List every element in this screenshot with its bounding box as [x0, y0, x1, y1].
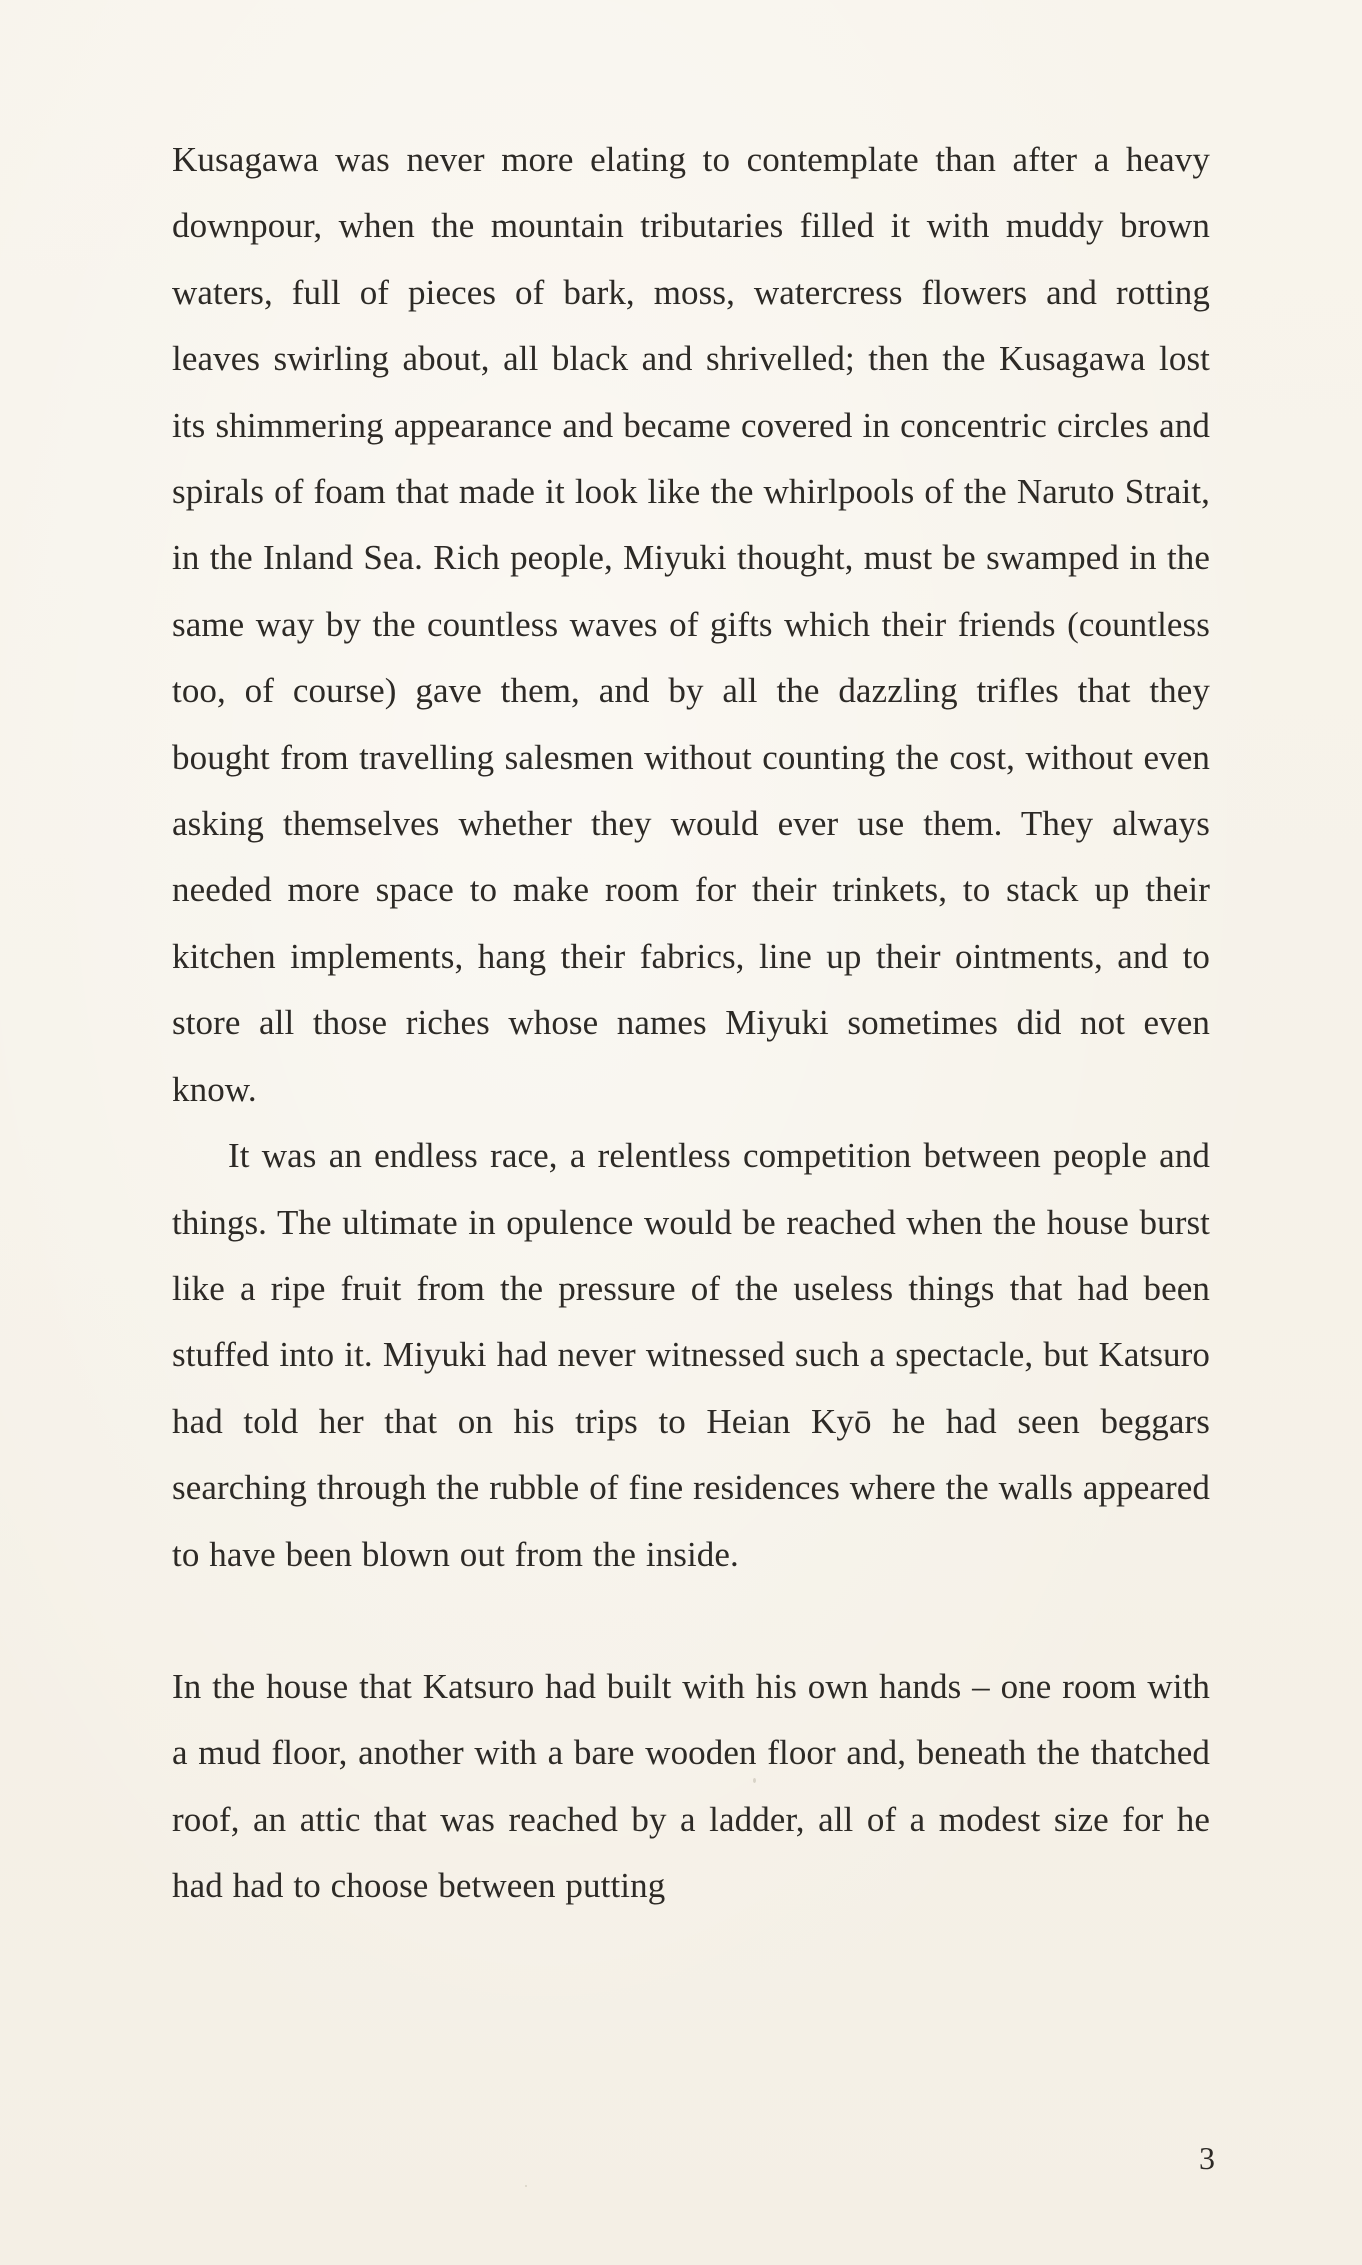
page-number: 3	[1199, 2140, 1215, 2176]
body-text	[172, 127, 1210, 1920]
paragraph-3: In the house that Katsuro had built with his own hands – one room with a mud floor, another with a bare wooden floor and, beneath the thatched roof, an attic that was reached by a ladder, all of a modest size for he had had to choose between putting	[172, 1666, 1210, 1906]
paragraph-2: It was an endless race, a relentless competition between people and things. The ultimate in opulence would be reached when the house burst like a ripe fruit from the pressure of the useless things that had been stuffed into it. Miyuki had never witnessed such a spectacle, but Katsuro had told her that on his trips to Heian Kyō he had seen beggars searching through the rubble of fine residences where the walls appeared to have been blown out from the inside.	[172, 1136, 1210, 1574]
section-break	[172, 1588, 1210, 1654]
paper-speck	[753, 1778, 756, 1783]
paragraph-1: Kusagawa was never more elating to contemplate than after a heavy downpour, when the mountain tributaries filled it with muddy brown waters, full of pieces of bark, moss, watercress flowers and rotting leaves swirling about, all black and shrivelled; then the Kusagawa lost its shimmering appearance and became covered in concentric circles and spirals of foam that made it look like the whirlpools of the Naruto Strait, in the Inland Sea. Rich people, Miyuki thought, must be swamped in the same way by the countless waves of gifts which their friends (countless too, of course) gave them, and by all the dazzling trifles that they bought from travelling salesmen without counting the cost, without even asking themselves whether they would ever use them. They always needed more space to make room for their trinkets, to stack up their kitchen implements, hang their fabrics, line up their ointments, and to store all those riches whose names Miyuki sometimes did not even know.	[172, 140, 1210, 1109]
paper-speck	[525, 2185, 527, 2187]
